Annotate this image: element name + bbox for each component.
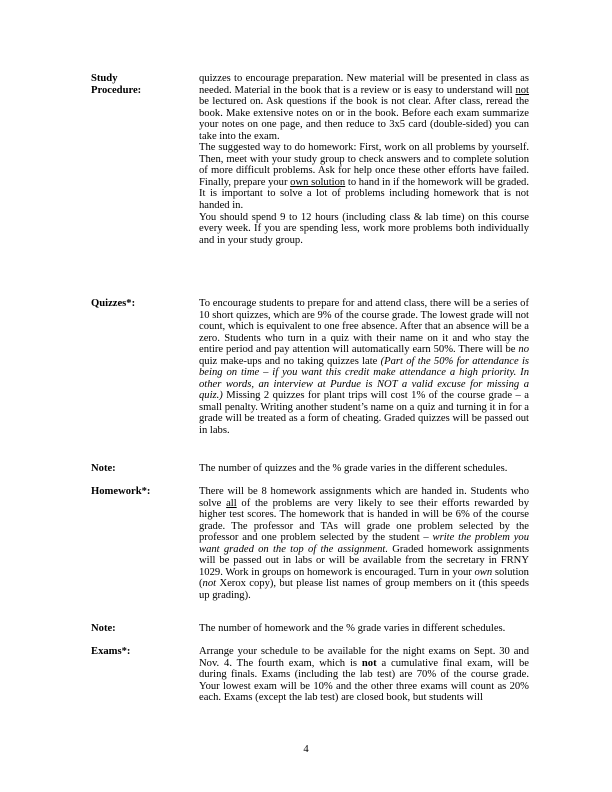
study-label-line1: Study: [91, 73, 118, 84]
study-procedure-label: [91, 73, 191, 96]
text-run: Arrange your schedule to be available for the night exams on Sept. 30 and Nov. 4. The fourth exam, which is: [199, 646, 529, 669]
note-label: Note:: [91, 463, 116, 474]
exams-label: Exams*:: [91, 646, 131, 657]
study-paragraph-1: [199, 73, 529, 142]
text-run: Xerox copy), but please list names of group members on it (this speeds up grading).: [199, 578, 529, 601]
underlined-phrase: own solution: [290, 176, 346, 188]
underlined-word: not: [515, 84, 529, 96]
italic-passage: write the problem you want graded on the top of the assignment.: [199, 532, 529, 555]
text-run: a cumulative final exam, will be during finals. Exams (including the lab test) are 70% of the course grade. Your lowest exam will be 10% and the other three exams will count as 20% each. Exams (except the lab test) are closed book, but students will: [199, 657, 529, 704]
bold-word: not: [361, 657, 377, 669]
study-paragraph-2: [199, 142, 529, 211]
homework-label: Homework*:: [91, 486, 151, 497]
italic-word: own: [474, 566, 493, 578]
study-procedure-text: [199, 73, 529, 246]
italic-word: no: [518, 344, 529, 356]
text-run: solution (: [199, 566, 529, 590]
study-label-line2: Procedure:: [91, 84, 142, 96]
text-run: be lectured on. Ask questions if the book is not clear. After class, reread the book. Make extensive notes on or in the book. Before each exam summarize your notes on one page, and then reduce to 3x5 card (double-sided) you can take into the exam.: [199, 96, 529, 142]
italic-passage: (Part of the 50% for attendance is being on time – if you want this credit make attendance a high priority. In other words, an interview at Purdue is NOT a valid excuse for missing a quiz.): [199, 355, 530, 402]
text-run: There will be 8 homework assignments which are handed in. Students who solve: [199, 486, 529, 509]
text-run: Graded homework assignments will be passed out in labs or will be available from the secretary in FRNY 1029. Work in groups on homework is encouraged. Turn in your: [199, 543, 530, 578]
quizzes-label: Quizzes*:: [91, 298, 136, 309]
homework-text: [199, 486, 529, 601]
note-quizzes-text: The number of quizzes and the % grade varies in the different schedules.: [199, 463, 508, 474]
italic-word: not: [202, 578, 217, 590]
page-number: 4: [303, 744, 309, 755]
underlined-word: all: [226, 497, 237, 509]
text-run: To encourage students to prepare for and attend class, there will be a series of 10 short quizzes, which are 9% of the course grade. The lowest grade will not count, which is equivalent to one free absence. After that an absence will be a zero. Students who turn in a quiz with their name on it and who stay the entire period and pay attention will automatically earn 50%. There will be: [199, 298, 529, 356]
text-run: The suggested way to do homework: First, work on all problems by yourself. Then, meet with your study group to check answers and to complete solution of more difficult problems. Ask for help once these other efforts have failed. Finally, prepare your: [199, 142, 529, 188]
note-homework-text: The number of homework and the % grade varies in different schedules.: [199, 623, 506, 634]
text-run: of the problems are very likely to see their efforts rewarded by higher test scores. The homework that is handed in will be 6% of the course grade. The professor and TAs will grade one problem selected by the professor and one problem selected by the student –: [199, 497, 530, 544]
exams-text: [199, 646, 529, 704]
note-label: Note:: [91, 623, 116, 634]
text-run: to hand in if the homework will be graded. It is important to solve a lot of problems including homework that is not handed in.: [199, 176, 529, 212]
quizzes-text: [199, 298, 529, 437]
study-paragraph-3: You should spend 9 to 12 hours (including class & lab time) on this course every week. If you are spending less, work more problems both individually and in your study group.: [199, 211, 529, 246]
text-run: quiz make-ups and no taking quizzes late: [199, 355, 381, 367]
text-run: quizzes to encourage preparation. New material will be presented in class as needed. Material in the book that is a review or is easy to understand will: [199, 73, 529, 96]
text-run: Missing 2 quizzes for plant trips will cost 1% of the course grade – a small penalty. Writing another student’s name on a quiz and turning it in for a grade will be treated as a form of cheating. Graded quizzes will be passed out in labs.: [199, 390, 529, 437]
